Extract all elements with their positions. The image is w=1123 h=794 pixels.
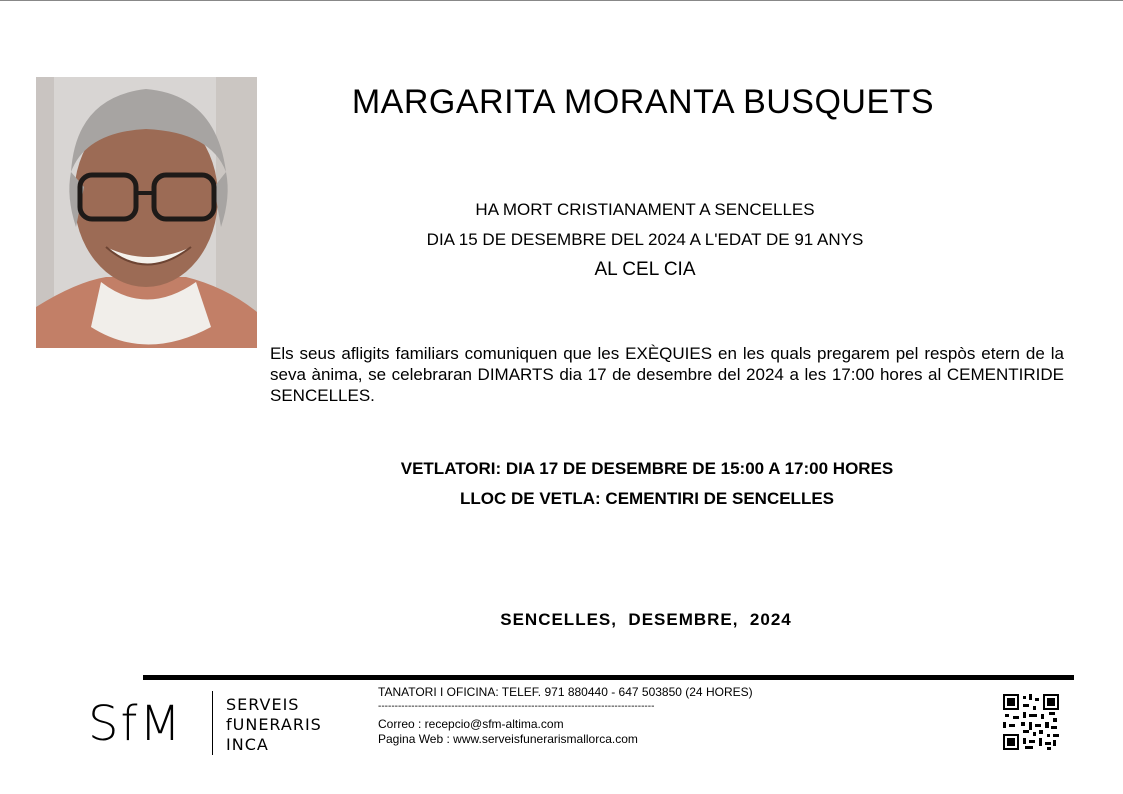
logo-word-funeraris: fUNERARIS [226, 715, 322, 734]
funeral-announcement-text: Els seus afligits familiars comuniquen que les EXÈQUIES en les quals pregarem pel respòs etern de la seva ànima, se celebraran DIMARTS dia 17 de desembre del 2024 a les 17:00 hores al CEMENTIRIDE SENCELLES. [270, 344, 1064, 405]
death-statement: HA MORT CRISTIANAMENT A SENCELLES [475, 200, 815, 219]
contact-separator: ----------------------------------------------------------------------------------- [378, 701, 655, 712]
logo-word-serveis: SERVEIS [226, 695, 300, 714]
footer-divider [143, 675, 1074, 680]
blessing-line: AL CEL CIA [594, 259, 696, 280]
portrait-illustration [36, 77, 257, 348]
death-date-age: DIA 15 DE DESEMBRE DEL 2024 A L'EDAT DE 91 ANYS [426, 230, 864, 249]
logo-word-inca: INCA [226, 735, 269, 754]
qr-code-icon[interactable] [1003, 694, 1059, 750]
portrait-photo [36, 77, 257, 348]
phone-line: TANATORI I OFICINA: TELEF. 971 880440 - 647 503850 (24 HORES) [378, 685, 753, 699]
wake-time: VETLATORI: DIA 17 DE DESEMBRE DE 15:00 A 17:00 HORES [400, 459, 894, 478]
place-and-date: SENCELLES, DESEMBRE, 2024 [500, 610, 792, 629]
qr-code-graphic [1003, 694, 1059, 750]
email-line: Correo : recepcio@sfm-altima.com [378, 717, 564, 731]
company-logo-mark: SfM [88, 696, 183, 752]
company-logo-words [226, 695, 322, 755]
website-line: Pagina Web : www.serveisfunerarismallorca.com [378, 732, 638, 746]
logo-divider [212, 691, 213, 755]
deceased-name: MARGARITA MORANTA BUSQUETS [351, 83, 935, 121]
wake-place: LLOC DE VETLA: CEMENTIRI DE SENCELLES [459, 489, 835, 508]
contact-block [378, 685, 753, 747]
